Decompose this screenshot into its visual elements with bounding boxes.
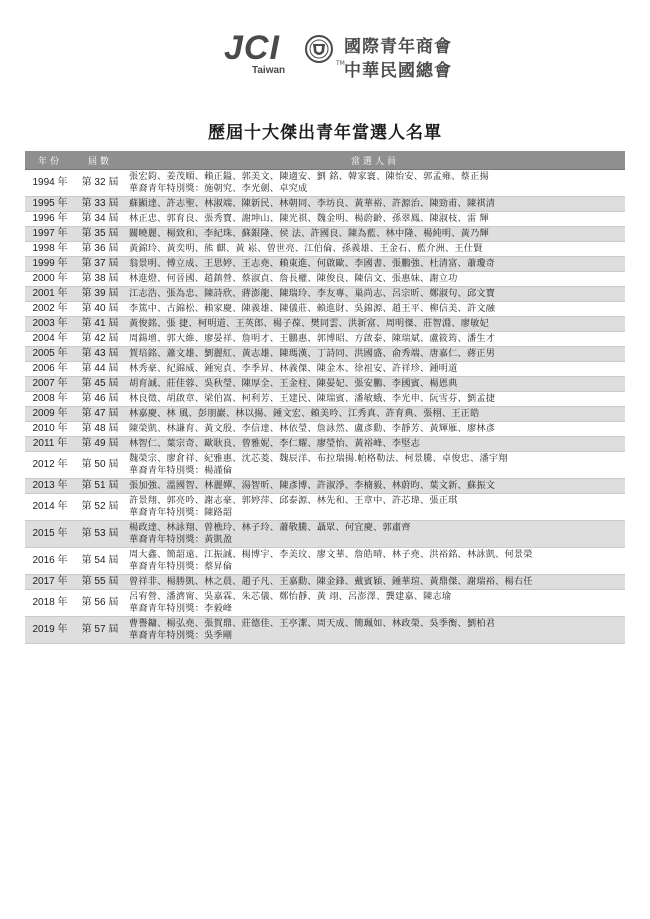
table-row (25, 590, 625, 617)
row-year: 2008 年 (25, 392, 75, 407)
winners-table (25, 151, 625, 644)
row-term: 第 55 屆 (75, 575, 125, 590)
row-special-award: 華裔青年特別獎：施朝究、李光劍、卓究成 (129, 183, 308, 194)
row-names-cell (125, 479, 625, 494)
row-names: 林正忠、郭育良、張秀寶、謝坤山、陳光祺、魏金明、楊蔚齡、孫翠鳳、陳淑枝、雷 輝 (129, 213, 489, 224)
row-names-cell (125, 302, 625, 317)
row-names: 周鍚增、郭大維、廖晏祥、詹明才、王鵬惠、郭博昭、方啟泰、陳瑞斌、盧筱筠、潘生才 (129, 333, 496, 344)
row-term: 第 52 屆 (75, 494, 125, 521)
row-names-cell (125, 287, 625, 302)
table-body (25, 170, 625, 644)
row-names-cell (125, 407, 625, 422)
row-year: 2014 年 (25, 494, 75, 521)
table-row (25, 422, 625, 437)
row-names: 林嘉慶、林 風、彭朋巖、林以揚、鍾文宏、賴美吟、江秀真、許育典、張栩、王正皓 (129, 408, 480, 419)
row-names: 林智仁、葉宗奇、歐耿良、曾雅妮、李仁耀、廖瑩怡、黃裕峰、李堅志 (129, 438, 421, 449)
table-row (25, 302, 625, 317)
page-title: 歷屆十大傑出青年當選人名單 (208, 123, 442, 143)
row-term: 第 48 屆 (75, 422, 125, 437)
header-term: 屆數 (75, 151, 125, 170)
row-names-cell (125, 197, 625, 212)
row-special-award: 華裔青年特別獎：陳路韶 (129, 507, 233, 518)
table-row (25, 317, 625, 332)
row-names: 曹譽鏞、楊弘堯、張賀鼎、莊德佳、王亭潔、周天成、簡珮如、林政榮、吳季衡、劉柏君 (129, 618, 496, 629)
row-names-cell (125, 617, 625, 644)
row-names: 林良徵、胡啟章、梁伯嵩、柯利芳、王建民、陳瑞賓、潘敏蛾、李光申、阮雪芬、劉孟捷 (129, 393, 496, 404)
row-names-cell (125, 332, 625, 347)
row-names-cell (125, 392, 625, 407)
row-names: 魏榮宗、廖倉祥、紀雅惠、沈芯菱、魏辰洋、布拉瑞揚.帕格勒法、柯景騰、卓俊忠、潘宇翔 (129, 453, 508, 464)
row-names: 張宏鈞、姜茂順、賴正鎰、郭美文、陳適安、劉 銘、韓家寰、陳怡安、郭孟雍、蔡正揚 (129, 171, 489, 182)
header (224, 30, 484, 80)
row-names: 許景翔、郭亮吟、謝志豪、郭婷萍、邱泰源、林先和、王章中、許芯瑋、張正琪 (129, 495, 458, 506)
org-name-line2: 中華民國總會 (344, 61, 452, 81)
row-names: 賀培銘、蕭文雄、劉麗紅、黃志雄、陳瑪漢、丁詩同、洪國盛、俞秀端、唐嘉仁、蔣正男 (129, 348, 496, 359)
table-row (25, 257, 625, 272)
table-row (25, 407, 625, 422)
header-year: 年份 (25, 151, 75, 170)
row-year: 2017 年 (25, 575, 75, 590)
row-names: 翁景明、傅立成、王思婷、王志堯、賴東進、何啟歐、李國書、張鵬強、杜清富、蕭瓊奇 (129, 258, 496, 269)
row-names-cell (125, 452, 625, 479)
row-term: 第 37 屆 (75, 257, 125, 272)
row-term: 第 36 屆 (75, 242, 125, 257)
row-names-cell (125, 521, 625, 548)
table-row (25, 521, 625, 548)
row-special-award: 華裔青年特別獎：楊謹倫 (129, 465, 233, 476)
table-row (25, 377, 625, 392)
row-year: 1994 年 (25, 170, 75, 197)
row-term: 第 51 屆 (75, 479, 125, 494)
row-term: 第 39 屆 (75, 287, 125, 302)
row-special-award: 華裔青年特別獎：李毅峰 (129, 603, 233, 614)
jci-logo: JCI (224, 29, 280, 67)
table-row (25, 479, 625, 494)
row-term: 第 43 屆 (75, 347, 125, 362)
row-names-cell (125, 227, 625, 242)
row-term: 第 54 屆 (75, 548, 125, 575)
row-term: 第 56 屆 (75, 590, 125, 617)
row-names-cell (125, 317, 625, 332)
row-names-cell (125, 377, 625, 392)
row-names: 蘇顯達、許志聖、林淑端、陳新民、林朝同、李坊良、黃華裕、許源治、陳勁甫、陳祺清 (129, 198, 496, 209)
row-year: 2009 年 (25, 407, 75, 422)
row-special-award: 華裔青年特別獎：吳季剛 (129, 630, 233, 641)
jci-emblem-icon (304, 34, 334, 64)
row-year: 1999 年 (25, 257, 75, 272)
table-row (25, 170, 625, 197)
row-term: 第 45 屆 (75, 377, 125, 392)
row-names: 呂宥營、潘濟甯、吳嘉霖、朱芯儀、鄭怡靜、黃 翊、呂澎澤、龔建嘉、陳志瑜 (129, 591, 452, 602)
row-year: 2000 年 (25, 272, 75, 287)
row-names-cell (125, 212, 625, 227)
row-names-cell (125, 362, 625, 377)
row-year: 1996 年 (25, 212, 75, 227)
row-names: 周大鑫、簡韶遠、江振誠、楊博宇、李美玟、廖文華、詹皓晴、林子堯、洪裕銘、林詠凱、何景榮 (129, 549, 533, 560)
table-row (25, 575, 625, 590)
logo-region-label: Taiwan (252, 65, 286, 76)
row-term: 第 42 屆 (75, 332, 125, 347)
table-row (25, 212, 625, 227)
row-term: 第 50 屆 (75, 452, 125, 479)
row-names: 陳榮凱、林謙育、黃文殷、李信達、林依瑩、詹詠然、盧彥勳、李靜芳、黃輝雁、廖林彥 (129, 423, 496, 434)
row-special-award: 華裔青年特別獎：蔡昇倫 (129, 561, 233, 572)
row-names-cell (125, 548, 625, 575)
row-term: 第 53 屆 (75, 521, 125, 548)
row-names-cell (125, 242, 625, 257)
row-term: 第 44 屆 (75, 362, 125, 377)
row-names-cell (125, 590, 625, 617)
row-term: 第 33 屆 (75, 197, 125, 212)
row-special-award: 華裔青年特別獎：黃凱盈 (129, 534, 233, 545)
row-names: 關曉麗、楊致和、李紀珠、蘇銀隆、侯 法、許國良、陳為藍、林中隆、楊純明、黃乃輝 (129, 228, 489, 239)
row-names: 黃俊銘、張 捷、柯明道、王英郎、楊子葆、樊同雲、洪新富、周明傑、莊智淵、廖敏妃 (129, 318, 489, 329)
table-row (25, 452, 625, 479)
row-term: 第 35 屆 (75, 227, 125, 242)
row-term: 第 47 屆 (75, 407, 125, 422)
row-year: 2002 年 (25, 302, 75, 317)
row-names: 林進燈、何晉國、趙鎮營、蔡淑貞、詹長權、陳俊良、陳信文、張惠妹、謝立功 (129, 273, 458, 284)
row-names-cell (125, 575, 625, 590)
row-names-cell (125, 272, 625, 287)
row-term: 第 38 屆 (75, 272, 125, 287)
table-row (25, 617, 625, 644)
table-row (25, 197, 625, 212)
table-row (25, 332, 625, 347)
row-names-cell (125, 170, 625, 197)
row-names: 張加強、溫國智、林麗嬋、湯智昕、陳彥博、許淑淨、李楠毅、林蔚昀、葉文新、蘇振文 (129, 480, 496, 491)
row-term: 第 46 屆 (75, 392, 125, 407)
row-year: 2006 年 (25, 362, 75, 377)
row-term: 第 41 屆 (75, 317, 125, 332)
trademark-mark: TM (336, 60, 345, 67)
row-names: 江志浩、張為忠、陳詩欣、蔣澎龍、陳瑞玲、李友專、巢尚志、呂宗昕、鄭淑句、邱文寶 (129, 288, 496, 299)
row-names-cell (125, 494, 625, 521)
row-names: 李篤中、古錦松、賴家慶、陳義雄、陳儀莊、賴進財、吳錦源、趙王平、柳信美、許文融 (129, 303, 496, 314)
row-names: 林秀豪、紀錦威、鍾宛貞、李季昇、林義傑、陳金木、徐祖安、許祥珍、鍾明道 (129, 363, 458, 374)
row-names: 胡育誠、莊佳蓉、吳秋瑩、陳厚全、王金柱、陳晏妃、張安鵬、李國賓、楊恩典 (129, 378, 458, 389)
row-year: 1995 年 (25, 197, 75, 212)
header-names: 當選人員 (125, 151, 625, 170)
table-row (25, 494, 625, 521)
row-year: 1997 年 (25, 227, 75, 242)
table-row (25, 392, 625, 407)
table-row (25, 287, 625, 302)
org-name-line1: 國際青年商會 (344, 37, 452, 57)
row-year: 2019 年 (25, 617, 75, 644)
row-names-cell (125, 347, 625, 362)
row-term: 第 57 屆 (75, 617, 125, 644)
row-year: 2015 年 (25, 521, 75, 548)
table-row (25, 347, 625, 362)
row-term: 第 40 屆 (75, 302, 125, 317)
table-header-row (25, 151, 625, 170)
row-year: 2012 年 (25, 452, 75, 479)
table-row (25, 437, 625, 452)
table-row (25, 242, 625, 257)
table-row (25, 548, 625, 575)
table-row (25, 227, 625, 242)
row-names: 黃錦玲、黃奕明、熊 麒、黃 崧、曾世亮、江伯倫、孫義雄、王金石、藍介洲、王仕賢 (129, 243, 483, 254)
row-year: 2016 年 (25, 548, 75, 575)
row-year: 2001 年 (25, 287, 75, 302)
row-term: 第 32 屆 (75, 170, 125, 197)
row-names-cell (125, 422, 625, 437)
row-year: 2004 年 (25, 332, 75, 347)
table-row (25, 272, 625, 287)
row-names: 楊政達、林詠翔、曾樵玲、林子玲、蕭敬騰、聶眾、何宜慶、郭肅齊 (129, 522, 411, 533)
row-names-cell (125, 437, 625, 452)
row-year: 1998 年 (25, 242, 75, 257)
row-term: 第 34 屆 (75, 212, 125, 227)
row-names-cell (125, 257, 625, 272)
row-year: 2007 年 (25, 377, 75, 392)
row-names: 曾祥非、楊勝凱、林之晨、趙子凡、王嘉勳、陳金鋒、戴賓穎、鍾華瑄、黃鼎傑、謝瑞裕、楊右任 (129, 576, 533, 587)
row-year: 2013 年 (25, 479, 75, 494)
row-year: 2011 年 (25, 437, 75, 452)
row-term: 第 49 屆 (75, 437, 125, 452)
row-year: 2018 年 (25, 590, 75, 617)
table-row (25, 362, 625, 377)
row-year: 2003 年 (25, 317, 75, 332)
row-year: 2005 年 (25, 347, 75, 362)
row-year: 2010 年 (25, 422, 75, 437)
